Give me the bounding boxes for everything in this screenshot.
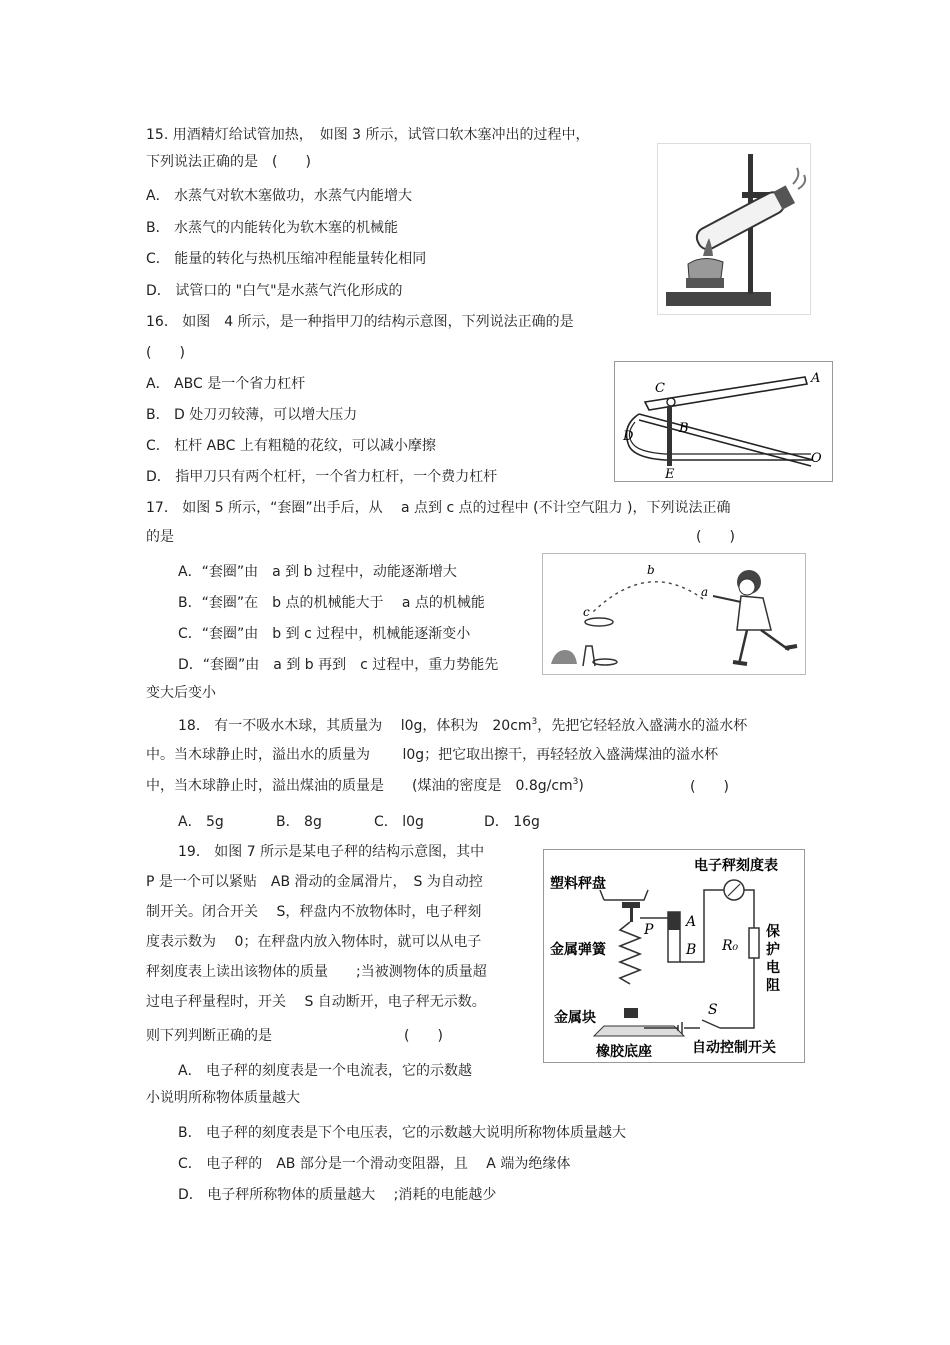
- q19-option-a-line1: A． 电子秤的刻度表是一个电流表，它的示数越: [178, 1063, 473, 1079]
- fig7-label-p: P: [644, 922, 654, 938]
- fig7-label-pan: 塑料秤盘: [550, 876, 606, 892]
- fig7-label-meter: 电子秤刻度表: [694, 858, 778, 874]
- q19-line7: 则下列判断正确的是: [146, 1028, 272, 1044]
- fig7-protect-char-4: 阻: [766, 978, 780, 994]
- q15-stem-line1: 15. 用酒精灯给试管加热， 如图 3 所示，试管口软木塞冲出的过程中，: [146, 127, 590, 143]
- fig5-label-a: a: [701, 585, 709, 599]
- q16-option-b: B． D 处刀刃较薄，可以增大压力: [146, 407, 358, 423]
- q15-option-a: A． 水蒸气对软木塞做功，水蒸气内能增大: [146, 188, 413, 204]
- fig7-label-a: A: [686, 914, 697, 930]
- q19-line2: P 是一个可以紧贴 AB 滑动的金属滑片， S 为自动控: [146, 874, 483, 890]
- q16-option-c: C． 杠杆 ABC 上有粗糙的花纹，可以减小摩擦: [146, 438, 436, 454]
- q16-option-d: D． 指甲刀只有两个杠杆，一个省力杠杆，一个费力杠杆: [146, 469, 498, 485]
- q19-line5: 秤刻度表上读出该物体的质量 ;当被测物体的质量超: [146, 964, 487, 980]
- q19-answer-paren: ( ): [404, 1028, 443, 1044]
- fig7-label-r0: R₀: [722, 938, 739, 954]
- q18-line2: 中。当木球静止时，溢出水的质量为 l0g；把它取出擦干，再轻轻放入盛满煤油的溢水杯: [146, 747, 719, 763]
- q18-option-b: B． 8g: [276, 814, 322, 830]
- q15-option-d: D． 试管口的 "白气"是水蒸气汽化形成的: [146, 283, 403, 299]
- fig7-label-s: S: [708, 1002, 718, 1018]
- q17-option-d-line2: 变大后变小: [146, 685, 216, 701]
- q19-line3: 制开关。闭合开关 S，秤盘内不放物体时，电子秤刻: [146, 904, 482, 920]
- q18-option-a: A． 5g: [178, 814, 224, 830]
- fig7-label-b: B: [686, 942, 697, 958]
- fig4-label-o: O: [811, 451, 822, 466]
- q16-option-a: A． ABC 是一个省力杠杆: [146, 376, 306, 392]
- q19-line4: 度表示数为 0；在秤盘内放入物体时，就可以从电子: [146, 934, 482, 950]
- q18-line1-b: ，先把它轻轻放入盛满水的溢水杯: [537, 718, 748, 734]
- figure-7-electronic-scale: [543, 849, 805, 1063]
- q19-option-b: B． 电子秤的刻度表是下个电压表，它的示数越大说明所称物体质量越大: [178, 1125, 627, 1141]
- fig4-label-e: E: [665, 467, 675, 481]
- fig5-label-b: b: [647, 563, 655, 577]
- q18-line3: [146, 777, 584, 795]
- q17-option-c: C．“套圈”由 b 到 c 过程中，机械能逐渐变小: [178, 626, 471, 642]
- fig7-label-base: 橡胶底座: [596, 1044, 652, 1060]
- q19-option-a-line2: 小说明所称物体质量越大: [146, 1090, 300, 1106]
- figure-5-ring-toss: [542, 553, 806, 675]
- q15-option-b: B． 水蒸气的内能转化为软木塞的机械能: [146, 220, 399, 236]
- fig4-label-a: A: [811, 371, 821, 386]
- fig4-label-b: B: [679, 421, 689, 436]
- fig4-label-d: D: [623, 429, 634, 444]
- q15-option-c: C． 能量的转化与热机压缩冲程能量转化相同: [146, 251, 427, 267]
- q18-line1-sup: 3: [531, 717, 538, 727]
- fig7-label-spring: 金属弹簧: [550, 942, 606, 958]
- q18-line1-a: 18． 有一不吸水木球，其质量为 l0g，体积为 20cm: [178, 718, 532, 734]
- q18-option-d: D． 16g: [484, 814, 540, 830]
- q18-answer-paren: ( ): [690, 779, 729, 795]
- q17-option-a: A．“套圈”由 a 到 b 过程中，动能逐渐增大: [178, 564, 457, 580]
- q17-option-b: B．“套圈”在 b 点的机械能大于 a 点的机械能: [178, 595, 485, 611]
- q16-stem-line2: ( ): [146, 345, 185, 361]
- q17-stem-line2: 的是: [146, 529, 174, 545]
- q17-answer-paren: ( ): [696, 529, 735, 545]
- q18-line1: [178, 717, 747, 735]
- q17-stem-line1: 17． 如图 5 所示，“套圈”出手后，从 a 点到 c 点的过程中 (不计空气阻力 )，下列说法正确: [146, 500, 731, 516]
- q15-stem-line2: 下列说法正确的是 ( ): [146, 154, 311, 170]
- q18-option-c: C． l0g: [374, 814, 424, 830]
- fig7-protect-char-1: 保: [766, 924, 780, 940]
- fig7-label-block: 金属块: [554, 1010, 596, 1026]
- fig5-label-c: c: [583, 605, 590, 619]
- q19-option-d: D． 电子秤所称物体的质量越大 ;消耗的电能越少: [178, 1187, 497, 1203]
- q19-line1: 19． 如图 7 所示是某电子秤的结构示意图，其中: [178, 844, 485, 860]
- fig7-protect-char-2: 护: [766, 942, 780, 958]
- fig4-label-c: C: [655, 381, 665, 396]
- q18-line3-sup: 3: [572, 777, 579, 787]
- fig7-protect-char-3: 电: [766, 960, 780, 976]
- figure-3-test-tube-heating: [657, 143, 811, 315]
- figure-4-nail-clipper: [614, 361, 833, 482]
- q17-option-d-line1: D．“套圈”由 a 到 b 再到 c 过程中，重力势能先: [178, 657, 499, 673]
- q16-stem-line1: 16． 如图 4 所示，是一种指甲刀的结构示意图，下列说法正确的是: [146, 314, 574, 330]
- q19-option-c: C． 电子秤的 AB 部分是一个滑动变阻器，且 A 端为绝缘体: [178, 1156, 571, 1172]
- fig7-label-switch: 自动控制开关: [692, 1040, 776, 1056]
- fig7-label-protect-vertical: [766, 923, 780, 994]
- q19-line6: 过电子秤量程时，开关 S 自动断开，电子秤无示数。: [146, 994, 486, 1010]
- q18-line3-b: ): [578, 778, 584, 794]
- q18-line3-a: 中，当木球静止时，溢出煤油的质量是 (煤油的密度是 0.8g/cm: [146, 778, 573, 794]
